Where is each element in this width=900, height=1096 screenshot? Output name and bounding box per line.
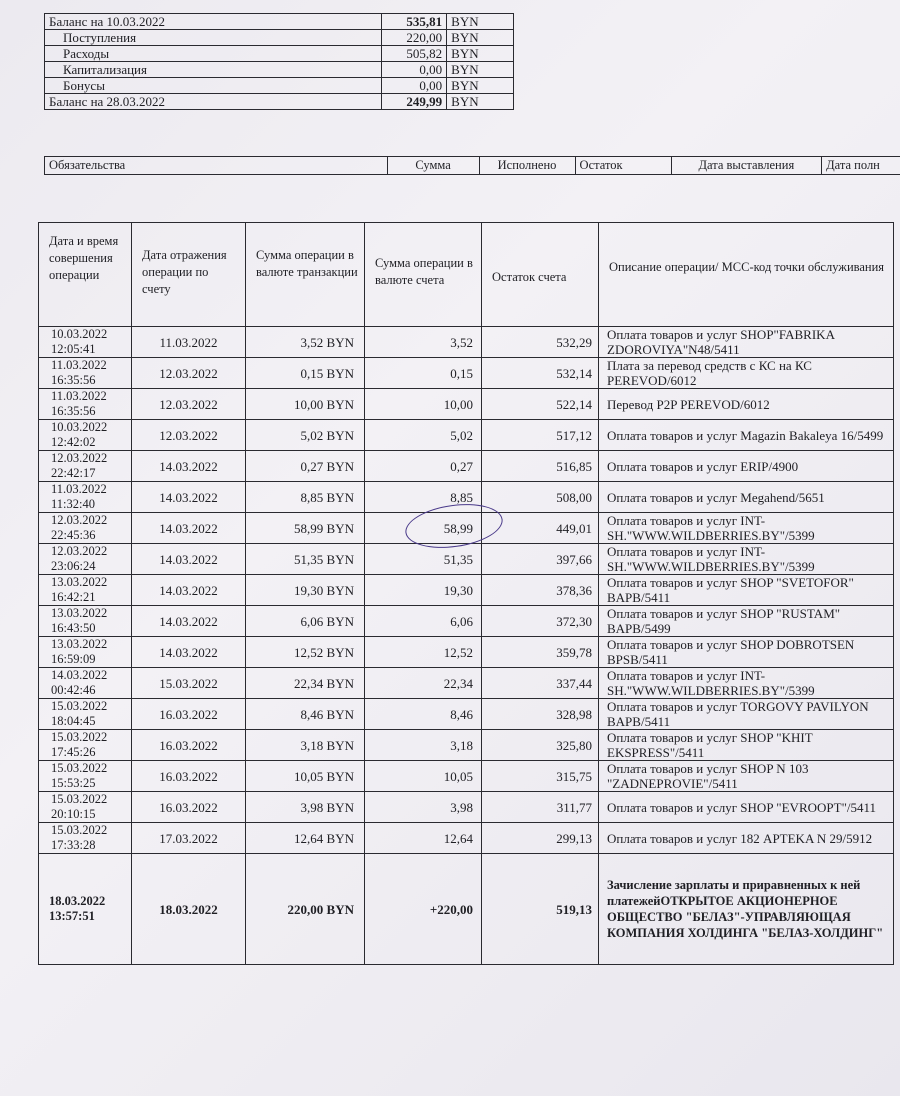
transaction-amount: 3,52 BYN xyxy=(246,327,365,358)
transaction-balance: 328,98 xyxy=(482,699,599,730)
obligations-header: Дата полн xyxy=(822,157,900,175)
balance-currency: BYN xyxy=(447,94,514,110)
transaction-time: 16:42:21 xyxy=(51,590,96,604)
transactions-header: Дата и время совершения операции xyxy=(39,223,132,327)
transaction-date: 13.03.2022 xyxy=(51,575,108,589)
obligations-header: Сумма xyxy=(387,157,479,175)
transaction-balance: 359,78 xyxy=(482,637,599,668)
transaction-description: Оплата товаров и услуг INT-SH."WWW.WILDBERRIES.BY"/5399 xyxy=(599,668,894,699)
transaction-posted-date: 18.03.2022 xyxy=(132,854,246,965)
transaction-account-amount: 8,85 xyxy=(365,482,482,513)
transaction-date: 12.03.2022 xyxy=(51,544,108,558)
transaction-date: 10.03.2022 xyxy=(51,420,108,434)
transaction-account-amount: 12,64 xyxy=(365,823,482,854)
transaction-amount: 3,98 BYN xyxy=(246,792,365,823)
transaction-posted-date: 14.03.2022 xyxy=(132,451,246,482)
balance-summary-table xyxy=(44,13,514,110)
transaction-date: 18.03.2022 xyxy=(49,894,106,908)
transaction-time: 16:59:09 xyxy=(51,652,96,666)
transaction-posted-date: 14.03.2022 xyxy=(132,637,246,668)
transaction-row xyxy=(39,451,894,482)
transaction-account-amount: 10,00 xyxy=(365,389,482,420)
transaction-account-amount: 58,99 xyxy=(365,513,482,544)
transaction-posted-date: 16.03.2022 xyxy=(132,699,246,730)
transaction-account-amount: 22,34 xyxy=(365,668,482,699)
balance-row xyxy=(45,14,514,30)
transaction-time: 22:45:36 xyxy=(51,528,96,542)
transaction-time: 11:32:40 xyxy=(51,497,95,511)
transaction-posted-date: 16.03.2022 xyxy=(132,730,246,761)
transaction-account-amount: 3,98 xyxy=(365,792,482,823)
transaction-balance: 532,29 xyxy=(482,327,599,358)
transaction-datetime xyxy=(39,327,132,358)
balance-value: 535,81 xyxy=(381,14,447,30)
transaction-row xyxy=(39,544,894,575)
transaction-account-amount: 12,52 xyxy=(365,637,482,668)
transaction-row xyxy=(39,730,894,761)
transaction-amount: 10,05 BYN xyxy=(246,761,365,792)
transaction-datetime xyxy=(39,513,132,544)
transaction-datetime xyxy=(39,699,132,730)
balance-value: 0,00 xyxy=(381,62,447,78)
transaction-datetime xyxy=(39,823,132,854)
transaction-account-amount: 6,06 xyxy=(365,606,482,637)
transaction-date: 14.03.2022 xyxy=(51,668,108,682)
transaction-account-amount: 0,15 xyxy=(365,358,482,389)
transaction-description: Оплата товаров и услуг SHOP "SVETOFOR" BAPB/5411 xyxy=(599,575,894,606)
transaction-row xyxy=(39,854,894,965)
transaction-date: 13.03.2022 xyxy=(51,606,108,620)
transaction-amount: 19,30 BYN xyxy=(246,575,365,606)
obligations-header: Обязательства xyxy=(45,157,388,175)
transaction-time: 22:42:17 xyxy=(51,466,96,480)
transaction-description: Оплата товаров и услуг INT-SH."WWW.WILDBERRIES.BY"/5399 xyxy=(599,513,894,544)
transaction-datetime xyxy=(39,792,132,823)
transaction-posted-date: 12.03.2022 xyxy=(132,389,246,420)
transaction-time: 00:42:46 xyxy=(51,683,96,697)
obligations-header: Исполнено xyxy=(479,157,575,175)
transaction-datetime xyxy=(39,358,132,389)
obligations-header: Остаток xyxy=(575,157,671,175)
transaction-amount: 8,85 BYN xyxy=(246,482,365,513)
transaction-date: 11.03.2022 xyxy=(51,358,107,372)
balance-row xyxy=(45,62,514,78)
transaction-amount: 8,46 BYN xyxy=(246,699,365,730)
transaction-row xyxy=(39,513,894,544)
transaction-description: Оплата товаров и услуг SHOP "RUSTAM" BAPB/5499 xyxy=(599,606,894,637)
balance-value: 505,82 xyxy=(381,46,447,62)
transaction-datetime xyxy=(39,420,132,451)
transaction-account-amount: 3,52 xyxy=(365,327,482,358)
transaction-description: Оплата товаров и услуг SHOP "KHIT EKSPRESS"/5411 xyxy=(599,730,894,761)
transaction-time: 12:42:02 xyxy=(51,435,96,449)
transaction-datetime xyxy=(39,668,132,699)
transaction-date: 11.03.2022 xyxy=(51,482,107,496)
transaction-row xyxy=(39,358,894,389)
balance-value: 220,00 xyxy=(381,30,447,46)
transaction-time: 20:10:15 xyxy=(51,807,96,821)
transaction-posted-date: 17.03.2022 xyxy=(132,823,246,854)
transaction-account-amount: 0,27 xyxy=(365,451,482,482)
balance-label: Капитализация xyxy=(45,62,382,78)
transaction-date: 15.03.2022 xyxy=(51,761,108,775)
transaction-row xyxy=(39,699,894,730)
transaction-time: 16:35:56 xyxy=(51,373,96,387)
transaction-description: Оплата товаров и услуг Magazin Bakaleya 16/5499 xyxy=(599,420,894,451)
transaction-description: Зачисление зарплаты и приравненных к ней платежейОТКРЫТОЕ АКЦИОНЕРНОЕ ОБЩЕСТВО "БЕЛАЗ"-УПРАВЛЯЮЩАЯ КОМПАНИЯ ХОЛДИНГА "БЕЛАЗ-ХОЛДИНГ" xyxy=(599,854,894,965)
balance-row xyxy=(45,30,514,46)
transaction-date: 11.03.2022 xyxy=(51,389,107,403)
transaction-balance: 311,77 xyxy=(482,792,599,823)
transaction-posted-date: 14.03.2022 xyxy=(132,575,246,606)
transaction-row xyxy=(39,823,894,854)
transaction-datetime xyxy=(39,761,132,792)
transaction-amount: 3,18 BYN xyxy=(246,730,365,761)
balance-currency: BYN xyxy=(447,78,514,94)
balance-row xyxy=(45,78,514,94)
obligations-header-row xyxy=(45,157,900,175)
transaction-amount: 220,00 BYN xyxy=(246,854,365,965)
transaction-datetime xyxy=(39,482,132,513)
transaction-date: 15.03.2022 xyxy=(51,823,108,837)
balance-label: Бонусы xyxy=(45,78,382,94)
transaction-account-amount: 19,30 xyxy=(365,575,482,606)
transaction-description: Оплата товаров и услуг SHOP "EVROOPT"/5411 xyxy=(599,792,894,823)
transaction-amount: 12,64 BYN xyxy=(246,823,365,854)
transaction-datetime xyxy=(39,730,132,761)
transaction-posted-date: 14.03.2022 xyxy=(132,544,246,575)
transaction-account-amount: +220,00 xyxy=(365,854,482,965)
transaction-amount: 10,00 BYN xyxy=(246,389,365,420)
transaction-amount: 5,02 BYN xyxy=(246,420,365,451)
transaction-description: Перевод P2P PEREVOD/6012 xyxy=(599,389,894,420)
obligations-table xyxy=(44,156,900,175)
transaction-account-amount: 10,05 xyxy=(365,761,482,792)
transaction-balance: 378,36 xyxy=(482,575,599,606)
transaction-datetime xyxy=(39,854,132,965)
transaction-description: Плата за перевод средств с КС на КС PEREVOD/6012 xyxy=(599,358,894,389)
transaction-amount: 12,52 BYN xyxy=(246,637,365,668)
transaction-datetime xyxy=(39,544,132,575)
transaction-row xyxy=(39,792,894,823)
transaction-balance: 508,00 xyxy=(482,482,599,513)
transaction-datetime xyxy=(39,637,132,668)
transaction-balance: 299,13 xyxy=(482,823,599,854)
transaction-posted-date: 15.03.2022 xyxy=(132,668,246,699)
transaction-datetime xyxy=(39,389,132,420)
balance-currency: BYN xyxy=(447,14,514,30)
transaction-time: 13:57:51 xyxy=(49,909,95,923)
transaction-date: 15.03.2022 xyxy=(51,792,108,806)
transaction-row xyxy=(39,575,894,606)
transaction-row xyxy=(39,389,894,420)
transaction-amount: 0,15 BYN xyxy=(246,358,365,389)
balance-value: 0,00 xyxy=(381,78,447,94)
transaction-account-amount: 8,46 xyxy=(365,699,482,730)
transaction-row xyxy=(39,606,894,637)
transaction-amount: 51,35 BYN xyxy=(246,544,365,575)
transaction-amount: 22,34 BYN xyxy=(246,668,365,699)
transaction-row xyxy=(39,420,894,451)
transaction-date: 13.03.2022 xyxy=(51,637,108,651)
transaction-date: 15.03.2022 xyxy=(51,699,108,713)
transaction-balance: 449,01 xyxy=(482,513,599,544)
transaction-time: 16:35:56 xyxy=(51,404,96,418)
transaction-description: Оплата товаров и услуг SHOP"FABRIKA ZDOROVIYA"N48/5411 xyxy=(599,327,894,358)
transaction-datetime xyxy=(39,451,132,482)
obligations-header: Дата выставления xyxy=(671,157,822,175)
transaction-date: 12.03.2022 xyxy=(51,451,108,465)
transaction-balance: 315,75 xyxy=(482,761,599,792)
balance-currency: BYN xyxy=(447,30,514,46)
transaction-posted-date: 11.03.2022 xyxy=(132,327,246,358)
transaction-time: 23:06:24 xyxy=(51,559,96,573)
transaction-description: Оплата товаров и услуг ERIP/4900 xyxy=(599,451,894,482)
transaction-date: 15.03.2022 xyxy=(51,730,108,744)
transaction-posted-date: 14.03.2022 xyxy=(132,606,246,637)
transactions-header: Дата отражения операции по счету xyxy=(132,223,246,327)
transactions-header: Описание операции/ МСС-код точки обслуживания xyxy=(599,223,894,327)
transaction-balance: 397,66 xyxy=(482,544,599,575)
transaction-posted-date: 12.03.2022 xyxy=(132,420,246,451)
transaction-row xyxy=(39,668,894,699)
transaction-amount: 58,99 BYN xyxy=(246,513,365,544)
transaction-time: 17:45:26 xyxy=(51,745,96,759)
transaction-date: 10.03.2022 xyxy=(51,327,108,341)
transaction-datetime xyxy=(39,606,132,637)
transaction-description: Оплата товаров и услуг TORGOVY PAVILYON BAPB/5411 xyxy=(599,699,894,730)
transaction-datetime xyxy=(39,575,132,606)
transactions-header-row xyxy=(39,223,894,327)
balance-row xyxy=(45,46,514,62)
transaction-posted-date: 14.03.2022 xyxy=(132,482,246,513)
transaction-account-amount: 5,02 xyxy=(365,420,482,451)
transaction-row xyxy=(39,761,894,792)
balance-label: Баланс на 10.03.2022 xyxy=(45,14,382,30)
transaction-time: 15:53:25 xyxy=(51,776,96,790)
transaction-posted-date: 16.03.2022 xyxy=(132,792,246,823)
transaction-balance: 532,14 xyxy=(482,358,599,389)
transaction-balance: 517,12 xyxy=(482,420,599,451)
transactions-header: Остаток счета xyxy=(482,223,599,327)
transaction-row xyxy=(39,637,894,668)
balance-label: Баланс на 28.03.2022 xyxy=(45,94,382,110)
balance-label: Расходы xyxy=(45,46,382,62)
transaction-balance: 372,30 xyxy=(482,606,599,637)
transaction-posted-date: 12.03.2022 xyxy=(132,358,246,389)
transaction-time: 16:43:50 xyxy=(51,621,96,635)
transaction-description: Оплата товаров и услуг SHOP N 103 "ZADNEPROVIE"/5411 xyxy=(599,761,894,792)
balance-label: Поступления xyxy=(45,30,382,46)
transaction-time: 17:33:28 xyxy=(51,838,96,852)
transaction-date: 12.03.2022 xyxy=(51,513,108,527)
balance-currency: BYN xyxy=(447,62,514,78)
transactions-table xyxy=(38,222,894,965)
transaction-amount: 6,06 BYN xyxy=(246,606,365,637)
balance-value: 249,99 xyxy=(381,94,447,110)
transactions-header: Сумма операции в валюте счета xyxy=(365,223,482,327)
transaction-amount: 0,27 BYN xyxy=(246,451,365,482)
transaction-balance: 516,85 xyxy=(482,451,599,482)
transaction-posted-date: 14.03.2022 xyxy=(132,513,246,544)
balance-currency: BYN xyxy=(447,46,514,62)
transaction-account-amount: 3,18 xyxy=(365,730,482,761)
balance-row xyxy=(45,94,514,110)
transaction-time: 18:04:45 xyxy=(51,714,96,728)
transactions-header: Сумма операции в валюте транзакции xyxy=(246,223,365,327)
transaction-description: Оплата товаров и услуг Megahend/5651 xyxy=(599,482,894,513)
transaction-posted-date: 16.03.2022 xyxy=(132,761,246,792)
transaction-balance: 325,80 xyxy=(482,730,599,761)
transaction-balance: 522,14 xyxy=(482,389,599,420)
transaction-balance: 337,44 xyxy=(482,668,599,699)
transaction-account-amount: 51,35 xyxy=(365,544,482,575)
transaction-time: 12:05:41 xyxy=(51,342,96,356)
transaction-row xyxy=(39,327,894,358)
transaction-description: Оплата товаров и услуг 182 APTEKA N 29/5912 xyxy=(599,823,894,854)
transaction-description: Оплата товаров и услуг SHOP DOBROTSEN BPSB/5411 xyxy=(599,637,894,668)
transaction-balance: 519,13 xyxy=(482,854,599,965)
transaction-description: Оплата товаров и услуг INT-SH."WWW.WILDBERRIES.BY"/5399 xyxy=(599,544,894,575)
